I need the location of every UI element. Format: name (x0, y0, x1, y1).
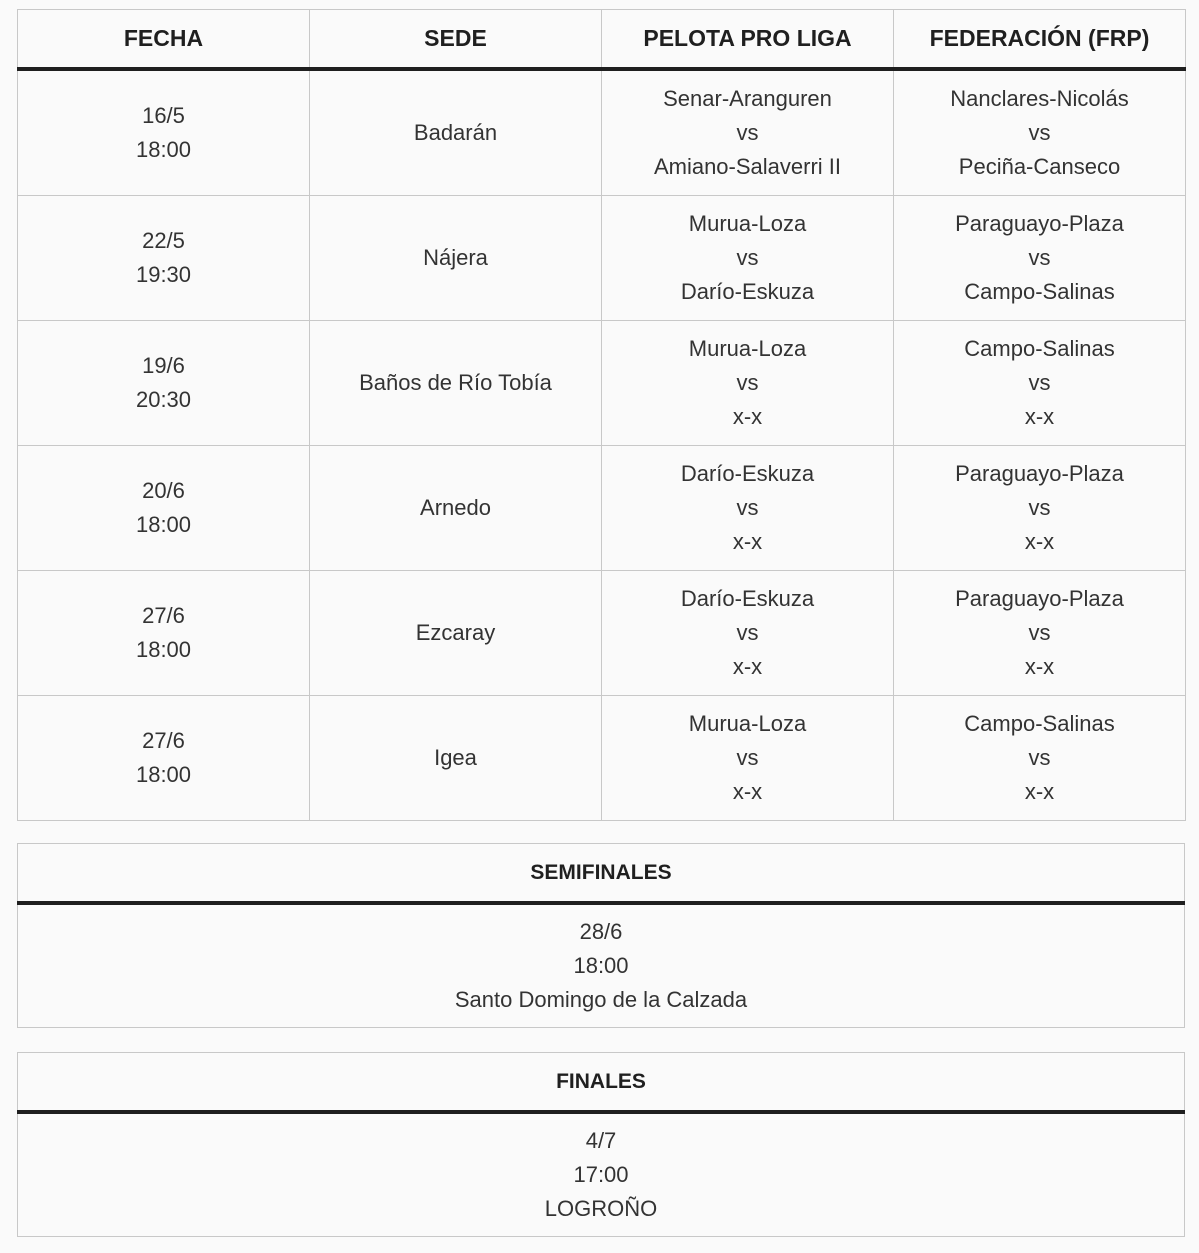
semifinals-date: 28/6 (579, 919, 623, 944)
table-row (18, 903, 1185, 1028)
semifinals-details (18, 903, 1185, 1028)
versus-label: vs (1028, 495, 1051, 520)
frp-match-cell (894, 321, 1186, 446)
versus-label: vs (1028, 620, 1051, 645)
semifinals-time: 18:00 (573, 953, 629, 978)
finals-table (17, 1052, 1185, 1237)
versus-label: vs (736, 745, 759, 770)
frp-match-cell (894, 571, 1186, 696)
team-b: x-x (1024, 654, 1055, 679)
match-date: 19/6 (142, 353, 185, 378)
finals-venue: LOGROÑO (544, 1196, 658, 1221)
finals-title: FINALES (18, 1053, 1185, 1113)
table-row (18, 69, 1186, 196)
table-row (18, 446, 1186, 571)
team-a: Paraguayo-Plaza (955, 211, 1124, 236)
venue-name: Ezcaray (415, 620, 496, 645)
semifinals-table (17, 843, 1185, 1028)
team-a: Senar-Aranguren (663, 86, 832, 111)
date-cell (18, 446, 310, 571)
team-b: Campo-Salinas (964, 279, 1115, 304)
team-b: x-x (732, 779, 763, 804)
team-b: x-x (732, 529, 763, 554)
match-time: 19:30 (135, 262, 192, 287)
team-a: Paraguayo-Plaza (955, 461, 1124, 486)
pro-liga-match-cell (602, 69, 894, 196)
versus-label: vs (736, 120, 759, 145)
finals-date: 4/7 (585, 1128, 617, 1153)
header-row (18, 10, 1186, 70)
match-date: 16/5 (142, 103, 185, 128)
frp-match-cell (894, 196, 1186, 321)
team-b: x-x (1024, 404, 1055, 429)
match-time: 20:30 (135, 387, 192, 412)
team-a: Nanclares-Nicolás (950, 86, 1129, 111)
venue-cell (310, 446, 602, 571)
match-time: 18:00 (135, 137, 192, 162)
versus-label: vs (736, 495, 759, 520)
finals-time: 17:00 (573, 1162, 629, 1187)
header-federacion: FEDERACIÓN (FRP) (894, 10, 1186, 70)
pro-liga-match-cell (602, 196, 894, 321)
date-cell (18, 696, 310, 821)
finals-details (18, 1112, 1185, 1237)
frp-match-cell (894, 446, 1186, 571)
team-b: x-x (732, 404, 763, 429)
frp-match-cell (894, 69, 1186, 196)
versus-label: vs (736, 245, 759, 270)
date-cell (18, 196, 310, 321)
match-date: 22/5 (142, 228, 185, 253)
team-a: Darío-Eskuza (680, 586, 815, 611)
date-cell (18, 69, 310, 196)
versus-label: vs (736, 370, 759, 395)
table-row (18, 1112, 1185, 1237)
schedule-table (17, 9, 1186, 821)
team-b: Darío-Eskuza (680, 279, 815, 304)
venue-name: Nájera (423, 245, 488, 270)
team-b: x-x (732, 654, 763, 679)
team-a: Murua-Loza (688, 336, 807, 361)
venue-name: Baños de Río Tobía (359, 370, 552, 395)
venue-cell (310, 321, 602, 446)
date-cell (18, 321, 310, 446)
table-row (18, 196, 1186, 321)
team-a: Murua-Loza (688, 711, 807, 736)
header-sede: SEDE (310, 10, 602, 70)
table-row (18, 321, 1186, 446)
venue-name: Badarán (413, 120, 498, 145)
pro-liga-match-cell (602, 696, 894, 821)
venue-name: Arnedo (420, 495, 491, 520)
frp-match-cell (894, 696, 1186, 821)
team-a: Darío-Eskuza (680, 461, 815, 486)
match-time: 18:00 (135, 637, 192, 662)
venue-name: Igea (434, 745, 477, 770)
match-time: 18:00 (135, 762, 192, 787)
semifinals-title: SEMIFINALES (18, 844, 1185, 904)
table-row (18, 696, 1186, 821)
team-a: Campo-Salinas (964, 336, 1115, 361)
team-b: Peciña-Canseco (958, 154, 1121, 179)
pro-liga-match-cell (602, 446, 894, 571)
header-fecha: FECHA (18, 10, 310, 70)
versus-label: vs (736, 620, 759, 645)
venue-cell (310, 571, 602, 696)
versus-label: vs (1028, 120, 1051, 145)
header-pelota-pro-liga: PELOTA PRO LIGA (602, 10, 894, 70)
team-a: Murua-Loza (688, 211, 807, 236)
venue-cell (310, 696, 602, 821)
team-b: x-x (1024, 529, 1055, 554)
team-b: Amiano-Salaverri II (653, 154, 842, 179)
venue-cell (310, 196, 602, 321)
pro-liga-match-cell (602, 321, 894, 446)
match-date: 27/6 (142, 728, 185, 753)
versus-label: vs (1028, 245, 1051, 270)
versus-label: vs (1028, 370, 1051, 395)
versus-label: vs (1028, 745, 1051, 770)
team-a: Paraguayo-Plaza (955, 586, 1124, 611)
match-date: 20/6 (142, 478, 185, 503)
venue-cell (310, 69, 602, 196)
team-b: x-x (1024, 779, 1055, 804)
date-cell (18, 571, 310, 696)
match-date: 27/6 (142, 603, 185, 628)
pro-liga-match-cell (602, 571, 894, 696)
team-a: Campo-Salinas (964, 711, 1115, 736)
semifinals-venue: Santo Domingo de la Calzada (454, 987, 748, 1012)
table-row (18, 571, 1186, 696)
match-time: 18:00 (135, 512, 192, 537)
